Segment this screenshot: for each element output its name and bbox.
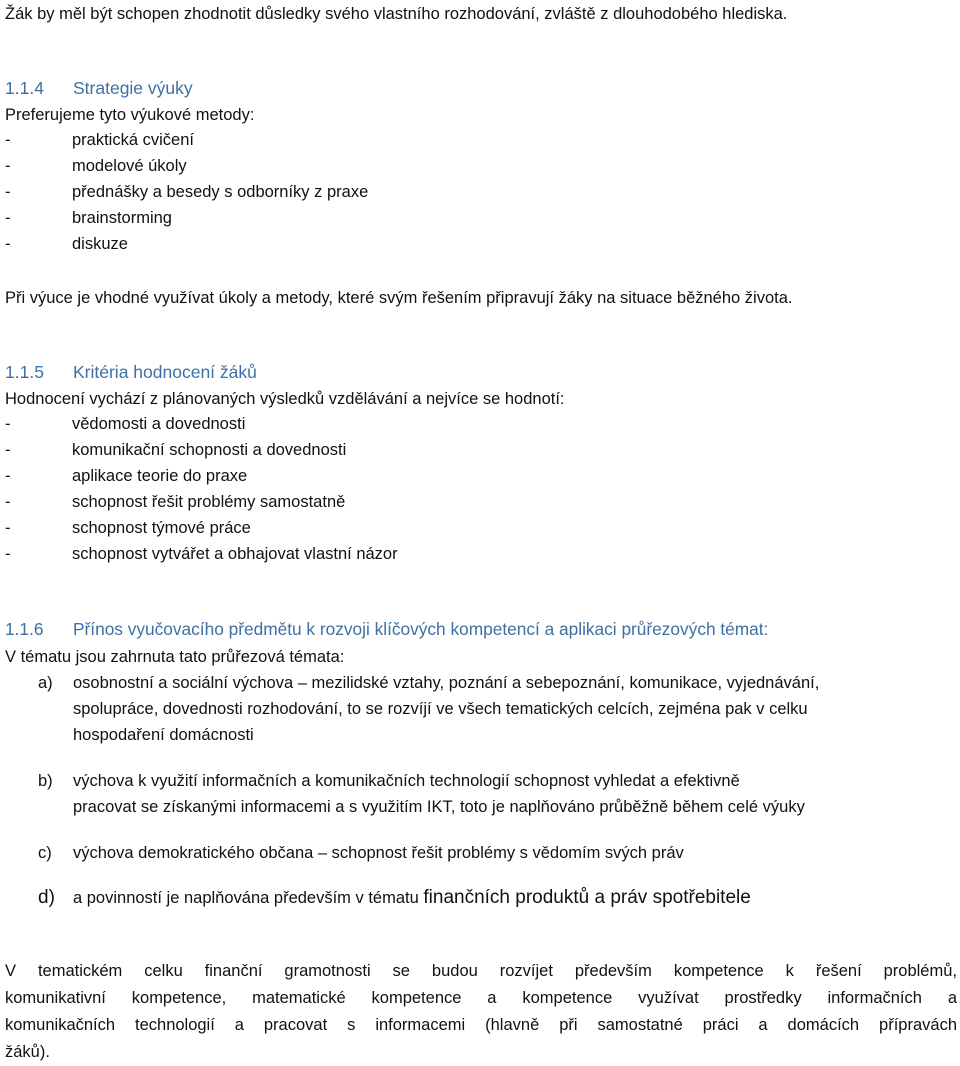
- section-title: Kritéria hodnocení žáků: [73, 362, 257, 382]
- closing-line: V tematickém celku finanční gramotnosti se budou rozvíjet především kompetence k řešení problémů,: [5, 962, 957, 980]
- list-item: - brainstorming: [5, 209, 172, 227]
- list-item: - vědomosti a dovednosti: [5, 415, 246, 433]
- closing-line: žáků).: [5, 1043, 50, 1061]
- list-item: - komunikační schopnosti a dovednosti: [5, 441, 347, 459]
- list-item: - schopnost řešit problémy samostatně: [5, 493, 346, 511]
- theme-item-a-line: spolupráce, dovednosti rozhodování, to se rozvíjí ve všech tematických celcích, zejména pak v celku: [73, 700, 808, 718]
- list-item: - praktická cvičení: [5, 131, 194, 149]
- list-item: - přednášky a besedy s odborníky z praxe: [5, 183, 369, 201]
- list-item: - schopnost vytvářet a obhajovat vlastní názor: [5, 545, 398, 563]
- section-title: Strategie výuky: [73, 78, 193, 98]
- theme-item-b: b) výchova k využití informačních a komunikačních technologií schopnost vyhledat a efektivně: [38, 772, 740, 790]
- theme-item-d: d) a povinností je naplňována především v tématu finančních produktů a práv spotřebitele: [38, 887, 751, 908]
- section-heading-kriteria: [5, 360, 257, 384]
- section-heading-strategie: [5, 76, 193, 100]
- theme-item-a: a) osobnostní a sociální výchova – mezilidské vztahy, poznání a sebepoznání, komunikace, vyjednávání,: [38, 674, 820, 692]
- intro-text: Žák by měl být schopen zhodnotit důsledky svého vlastního rozhodování, zvláště z dlouhodobého hlediska.: [5, 5, 788, 23]
- section-title: Přínos vyučovacího předmětu k rozvoji klíčových kompetencí a aplikaci průřezových témat:: [73, 619, 769, 639]
- list-item: - diskuze: [5, 235, 128, 253]
- closing-paragraph: [5, 958, 957, 1066]
- section-lead: Preferujeme tyto výukové metody:: [5, 106, 255, 124]
- closing-line: komunikačních technologií a pracovat s informacemi (hlavně při samostatné práci a domácích přípravách: [5, 1016, 957, 1034]
- section-heading-prinos: [5, 617, 768, 641]
- theme-item-c: c) výchova demokratického občana – schopnost řešit problémy s vědomím svých práv: [38, 844, 684, 862]
- list-item: - modelové úkoly: [5, 157, 187, 175]
- list-item: - aplikace teorie do praxe: [5, 467, 248, 485]
- section-number: 1.1.5: [5, 362, 44, 382]
- list-item: - schopnost týmové práce: [5, 519, 251, 537]
- section-number: 1.1.4: [5, 78, 44, 98]
- theme-item-b-line: pracovat se získanými informacemi a s využitím IKT, toto je naplňováno průběžně během celé výuky: [73, 798, 805, 816]
- section-lead: Hodnocení vychází z plánovaných výsledků vzdělávání a nejvíce se hodnotí:: [5, 390, 565, 408]
- section-note: Při výuce je vhodné využívat úkoly a metody, které svým řešením připravují žáky na situace běžného života.: [5, 289, 793, 307]
- section-lead: V tématu jsou zahrnuta tato průřezová témata:: [5, 648, 345, 666]
- closing-line: komunikativní kompetence, matematické kompetence a kompetence využívat prostředky informačních a: [5, 989, 957, 1007]
- theme-item-a-line: hospodaření domácnosti: [73, 726, 254, 744]
- section-number: 1.1.6: [5, 619, 44, 639]
